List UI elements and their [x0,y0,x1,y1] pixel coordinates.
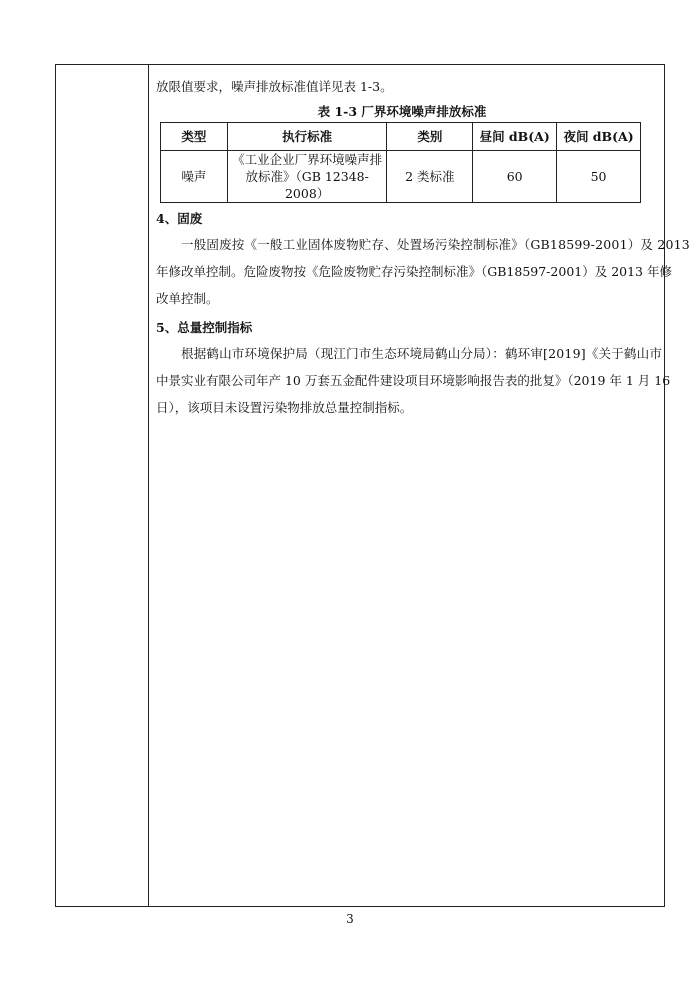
cell-standard [227,151,387,203]
section-5-body [156,340,671,421]
header-type: 类型 [161,123,228,151]
section-4-line: 一般固废按《一般工业固体废物贮存、处置场污染控制标准》（GB18599-2001）及 2013 [181,237,690,252]
section-5-line: 日），该项目未设置污染物排放总量控制指标。 [156,400,413,415]
section-4-body [156,231,690,312]
header-day: 昼间 dB(A) [473,123,557,151]
cell-category: 2 类标准 [387,151,473,203]
form-frame [55,64,690,907]
cell-night: 50 [557,151,641,203]
section-4-heading: 4、固废 [156,211,203,226]
cell-type: 噪声 [161,151,228,203]
content-cell [156,73,690,421]
standard-line-1: 《工业企业厂界环境噪声排 [232,152,383,167]
section-4-line: 年修改单控制。危险废物按《危险废物贮存污染控制标准》（GB18597-2001）及 2013 年修 [156,264,672,279]
section-5-line: 中景实业有限公司年产 10 万套五金配件建设项目环境影响报告表的批复》（2019 年 1 月 16 [156,373,671,388]
section-5-line: 根据鹤山市环境保护局（现江门市生态环境局鹤山分局）：鹤环审[2019]《关于鹤山市 [181,346,663,361]
noise-standard-table [160,122,641,203]
standard-line-2: 放标准》（GB 12348-2008） [245,169,369,201]
left-label-column [56,65,149,906]
section-5-heading: 5、总量控制指标 [156,320,253,335]
table-header-row [161,123,641,151]
cell-day: 60 [473,151,557,203]
intro-line: 放限值要求，噪声排放标准值详见表 1-3。 [156,79,393,94]
header-standard: 执行标准 [227,123,387,151]
page-number: 3 [346,912,354,926]
header-night: 夜间 dB(A) [557,123,641,151]
section-4-line: 改单控制。 [156,291,219,306]
table-caption: 表 1-3 厂界环境噪声排放标准 [317,104,487,119]
header-category: 类别 [387,123,473,151]
table-row [161,151,641,203]
